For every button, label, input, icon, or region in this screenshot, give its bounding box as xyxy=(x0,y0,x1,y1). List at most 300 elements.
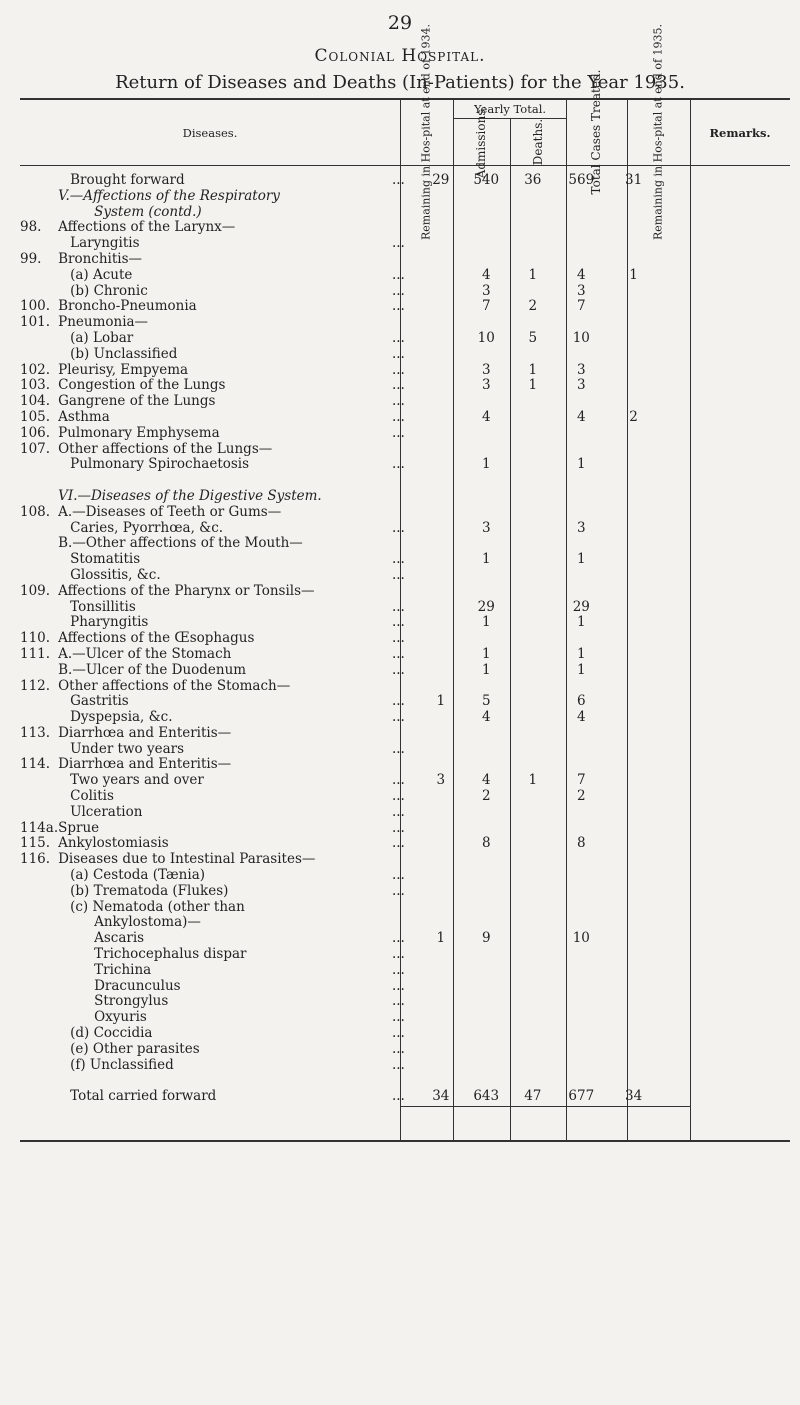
row-number: 109. xyxy=(20,582,51,599)
table-row xyxy=(20,410,660,426)
cell-deaths xyxy=(510,757,555,773)
cell-total-treated xyxy=(555,220,607,236)
leader-dots: ... xyxy=(391,172,405,188)
cell-total-treated xyxy=(555,868,607,884)
table-row xyxy=(20,931,660,947)
leader-dots: ... xyxy=(391,566,405,583)
cell-remaining-1935: 1 xyxy=(629,266,638,283)
cell-deaths xyxy=(510,284,555,300)
cell-deaths xyxy=(510,931,555,947)
row-number xyxy=(20,1010,58,1026)
row-number xyxy=(20,805,58,821)
bottom-rule xyxy=(20,1140,790,1142)
cell-deaths xyxy=(510,568,555,584)
cell-admissions: 1 xyxy=(481,661,491,678)
disease-label: VI.—Diseases of the Digestive System. xyxy=(58,487,322,504)
cell-admissions xyxy=(462,236,510,252)
disease-label: Affections of the Larynx— xyxy=(58,219,236,236)
table-row xyxy=(20,1026,660,1042)
leader-dots xyxy=(392,442,419,458)
header-remaining-1934: Remaining in Hos-pital at end of 1934. xyxy=(419,23,433,241)
cell-total-treated: 1 xyxy=(577,551,586,568)
cell-admissions: 8 xyxy=(481,835,491,852)
cell-remaining-1934 xyxy=(419,868,462,884)
cell-remaining-1935 xyxy=(607,726,660,742)
row-number: 99. xyxy=(20,250,42,267)
table-row xyxy=(20,631,660,647)
cell-remaining-1934 xyxy=(419,426,462,442)
cell-total-treated xyxy=(555,189,607,205)
cell-remaining-1934 xyxy=(419,615,462,631)
cell-total-treated: 3 xyxy=(577,282,586,299)
row-number xyxy=(20,600,58,616)
table-row xyxy=(20,647,660,663)
cell-deaths xyxy=(510,963,555,979)
row-number xyxy=(20,1042,58,1058)
cell-admissions xyxy=(462,315,510,331)
cell-remaining-1935 xyxy=(607,315,660,331)
disease-label: Sprue xyxy=(58,819,100,836)
cell-deaths xyxy=(510,852,555,868)
disease-label: Ulceration xyxy=(70,803,143,820)
cell-deaths: 1 xyxy=(528,266,538,283)
disease-label: Stomatitis xyxy=(70,551,141,568)
cell-remaining-1934 xyxy=(419,299,462,315)
cell-admissions xyxy=(462,963,510,979)
cell-deaths: 1 xyxy=(528,772,538,789)
cell-remaining-1934 xyxy=(419,189,462,205)
cell-total-treated xyxy=(555,568,607,584)
table-row xyxy=(20,173,660,189)
leader-dots: ... xyxy=(391,772,405,789)
cell-remaining-1935 xyxy=(607,900,660,916)
cell-total-treated: 1 xyxy=(577,456,586,473)
leader-dots xyxy=(392,473,419,489)
row-number: 101. xyxy=(20,314,51,331)
leader-dots: ... xyxy=(391,835,405,852)
leader-dots: ... xyxy=(391,946,405,963)
cell-remaining-1934 xyxy=(419,410,462,426)
disease-label: (b) Chronic xyxy=(70,282,148,299)
leader-dots: ... xyxy=(391,803,405,820)
row-number xyxy=(20,552,58,568)
cell-remaining-1934 xyxy=(419,805,462,821)
cell-admissions: 5 xyxy=(481,693,491,710)
cell-deaths xyxy=(510,821,555,837)
row-number: 114. xyxy=(20,756,51,773)
cell-admissions xyxy=(462,805,510,821)
cell-remaining-1934 xyxy=(419,489,462,505)
leader-dots: ... xyxy=(391,993,405,1010)
leader-dots: ... xyxy=(391,977,405,994)
cell-remaining-1935 xyxy=(607,647,660,663)
cell-remaining-1934 xyxy=(419,378,462,394)
disease-label: Dyspepsia, &c. xyxy=(70,709,173,726)
row-number: 104. xyxy=(20,393,51,410)
table-row xyxy=(20,536,660,552)
row-number xyxy=(20,489,58,505)
leader-dots xyxy=(392,1073,419,1089)
cell-deaths: 36 xyxy=(524,172,542,188)
row-number xyxy=(20,521,58,537)
disease-label: Congestion of the Lungs xyxy=(58,377,226,394)
disease-label: Colitis xyxy=(70,788,114,805)
row-number xyxy=(20,347,58,363)
disease-label: Trichocephalus dispar xyxy=(94,946,247,963)
cell-remaining-1935 xyxy=(607,757,660,773)
disease-label: (a) Lobar xyxy=(70,329,134,346)
leader-dots: ... xyxy=(391,788,405,805)
row-number xyxy=(20,963,58,979)
cell-deaths xyxy=(510,615,555,631)
table-row xyxy=(20,694,660,710)
cell-admissions xyxy=(462,1042,510,1058)
row-number xyxy=(20,568,58,584)
cell-remaining-1935 xyxy=(607,789,660,805)
page-number: 29 xyxy=(387,12,413,34)
cell-remaining-1934 xyxy=(419,757,462,773)
row-number: 107. xyxy=(20,440,51,457)
disease-label: (b) Trematoda (Flukes) xyxy=(70,882,229,899)
disease-label: Pulmonary Spirochaetosis xyxy=(70,456,250,473)
cell-remaining-1934 xyxy=(419,1058,462,1074)
cell-total-treated: 3 xyxy=(577,361,586,378)
leader-dots: ... xyxy=(391,456,405,473)
disease-label: (c) Nematoda (other than xyxy=(70,898,245,915)
disease-label: Trichina xyxy=(94,961,152,978)
cell-total-treated: 1 xyxy=(577,614,586,631)
cell-remaining-1934 xyxy=(419,363,462,379)
row-number xyxy=(20,884,58,900)
row-number xyxy=(20,1058,58,1074)
cell-total-treated xyxy=(555,915,607,931)
table-row xyxy=(20,205,660,221)
cell-remaining-1934 xyxy=(419,631,462,647)
table-row xyxy=(20,1058,660,1074)
cell-remaining-1934 xyxy=(419,979,462,995)
table-row xyxy=(20,489,660,505)
leader-dots: ... xyxy=(391,361,405,378)
disease-label: Caries, Pyorrhœa, &c. xyxy=(70,519,224,536)
row-number xyxy=(20,994,58,1010)
table-row xyxy=(20,757,660,773)
cell-total-treated: 3 xyxy=(577,377,586,394)
cell-total-treated xyxy=(555,1042,607,1058)
row-number xyxy=(20,710,58,726)
cell-remaining-1935 xyxy=(607,679,660,695)
cell-total-treated xyxy=(555,757,607,773)
leader-dots: ... xyxy=(391,709,405,726)
leader-dots xyxy=(392,726,419,742)
cell-admissions: 9 xyxy=(481,930,491,947)
cell-admissions xyxy=(462,220,510,236)
table-row xyxy=(20,1042,660,1058)
row-number: 106. xyxy=(20,424,51,441)
disease-label: Laryngitis xyxy=(70,235,140,252)
table-row xyxy=(20,457,660,473)
leader-dots xyxy=(392,189,419,205)
cell-total-treated: 1 xyxy=(577,645,586,662)
cell-total-treated xyxy=(555,742,607,758)
cell-deaths xyxy=(510,710,555,726)
cell-total-treated xyxy=(555,963,607,979)
table-row xyxy=(20,505,660,521)
cell-remaining-1934 xyxy=(419,742,462,758)
table-row xyxy=(20,773,660,789)
table-row xyxy=(20,600,660,616)
cell-remaining-1935 xyxy=(607,821,660,837)
leader-dots: ... xyxy=(391,298,405,315)
table-row xyxy=(20,299,660,315)
cell-deaths xyxy=(510,505,555,521)
leader-dots: ... xyxy=(391,266,405,283)
leader-dots xyxy=(392,679,419,695)
disease-label: Tonsillitis xyxy=(70,598,136,615)
cell-admissions xyxy=(462,536,510,552)
cell-remaining-1935 xyxy=(607,220,660,236)
leader-dots: ... xyxy=(391,393,405,410)
cell-remaining-1934 xyxy=(419,268,462,284)
cell-admissions: 1 xyxy=(481,456,491,473)
cell-admissions: 1 xyxy=(481,614,491,631)
disease-label: Broncho-Pneumonia xyxy=(58,298,197,315)
cell-admissions xyxy=(462,852,510,868)
table-row xyxy=(20,852,660,868)
table-row xyxy=(20,710,660,726)
disease-label: (a) Acute xyxy=(70,266,133,283)
disease-label: Diseases due to Intestinal Parasites— xyxy=(58,851,316,868)
cell-total-treated xyxy=(555,315,607,331)
cell-deaths xyxy=(510,994,555,1010)
row-number xyxy=(20,868,58,884)
cell-admissions xyxy=(462,979,510,995)
table-row xyxy=(20,442,660,458)
cell-remaining-1934 xyxy=(419,331,462,347)
leader-dots xyxy=(392,220,419,236)
cell-remaining-1934 xyxy=(419,568,462,584)
disease-label: Ankylostomiasis xyxy=(58,835,169,852)
cell-remaining-1935 xyxy=(607,979,660,995)
disease-label: Diarrhœa and Enteritis— xyxy=(58,756,232,773)
row-number xyxy=(20,947,58,963)
disease-label: Pleurisy, Empyema xyxy=(58,361,189,378)
cell-remaining-1935 xyxy=(607,1026,660,1042)
cell-admissions xyxy=(462,489,510,505)
disease-label: (a) Cestoda (Tænia) xyxy=(70,867,206,884)
cell-remaining-1935 xyxy=(607,963,660,979)
cell-admissions xyxy=(462,189,510,205)
leader-dots: ... xyxy=(391,819,405,836)
header-total-treated: Total Cases Treated. xyxy=(589,69,603,195)
cell-deaths xyxy=(510,236,555,252)
row-number xyxy=(20,284,58,300)
cell-deaths xyxy=(510,868,555,884)
row-number xyxy=(20,694,58,710)
cell-remaining-1934 xyxy=(419,584,462,600)
cell-remaining-1935: 31 xyxy=(625,172,643,188)
cell-remaining-1934 xyxy=(419,505,462,521)
cell-remaining-1934 xyxy=(419,1026,462,1042)
cell-remaining-1935 xyxy=(607,552,660,568)
disease-label: B.—Other affections of the Mouth— xyxy=(58,535,303,552)
row-number: 108. xyxy=(20,503,51,520)
disease-label: Under two years xyxy=(70,740,185,757)
table-row xyxy=(20,742,660,758)
cell-admissions xyxy=(462,868,510,884)
table-row xyxy=(20,1073,660,1089)
table-row xyxy=(20,994,660,1010)
cell-remaining-1935 xyxy=(607,994,660,1010)
cell-remaining-1934 xyxy=(419,663,462,679)
header-remarks: Remarks. xyxy=(709,126,771,140)
table-row xyxy=(20,836,660,852)
table-row xyxy=(20,315,660,331)
cell-deaths xyxy=(510,1058,555,1074)
leader-dots xyxy=(392,536,419,552)
cell-total-treated: 2 xyxy=(577,788,586,805)
leader-dots: ... xyxy=(391,614,405,631)
leader-dots: ... xyxy=(391,661,405,678)
cell-remaining-1935 xyxy=(607,331,660,347)
disease-label xyxy=(58,473,392,489)
total-rule xyxy=(400,1106,690,1107)
cell-total-treated: 3 xyxy=(577,519,586,536)
disease-label: Gangrene of the Lungs xyxy=(58,393,216,410)
cell-deaths xyxy=(510,694,555,710)
cell-total-treated xyxy=(555,852,607,868)
leader-dots: ... xyxy=(391,1088,405,1105)
cell-remaining-1935: 2 xyxy=(629,408,638,425)
cell-total-treated xyxy=(555,1073,607,1089)
cell-remaining-1935 xyxy=(607,615,660,631)
leader-dots: ... xyxy=(391,1025,405,1042)
row-number xyxy=(20,663,58,679)
cell-total-treated xyxy=(555,979,607,995)
cell-admissions: 643 xyxy=(473,1088,500,1105)
row-number xyxy=(20,979,58,995)
table-row xyxy=(20,663,660,679)
cell-remaining-1934: 29 xyxy=(432,172,450,188)
cell-remaining-1935 xyxy=(607,442,660,458)
cell-remaining-1935 xyxy=(607,284,660,300)
cell-admissions: 1 xyxy=(481,551,491,568)
cell-remaining-1934 xyxy=(419,963,462,979)
table-row xyxy=(20,726,660,742)
leader-dots: ... xyxy=(391,645,405,662)
row-number: 111. xyxy=(20,645,51,662)
cell-deaths xyxy=(510,726,555,742)
cell-remaining-1935 xyxy=(607,252,660,268)
cell-total-treated: 10 xyxy=(572,329,590,346)
cell-admissions xyxy=(462,1073,510,1089)
cell-total-treated xyxy=(555,1010,607,1026)
cell-remaining-1934 xyxy=(419,710,462,726)
row-number: 98. xyxy=(20,219,42,236)
disease-label: A.—Ulcer of the Stomach xyxy=(58,645,232,662)
cell-admissions xyxy=(462,757,510,773)
cell-deaths xyxy=(510,1073,555,1089)
row-number xyxy=(20,236,58,252)
cell-total-treated xyxy=(555,884,607,900)
cell-remaining-1934 xyxy=(419,852,462,868)
table-row xyxy=(20,252,660,268)
table-row xyxy=(20,347,660,363)
disease-label: Affections of the Œsophagus xyxy=(58,630,255,647)
disease-label: B.—Ulcer of the Duodenum xyxy=(58,661,247,678)
row-number: 114a. xyxy=(20,819,59,836)
cell-remaining-1934 xyxy=(419,457,462,473)
row-number xyxy=(20,931,58,947)
disease-label: (d) Coccidia xyxy=(70,1025,153,1042)
leader-dots: ... xyxy=(391,1056,405,1073)
row-number xyxy=(20,773,58,789)
leader-dots: ... xyxy=(391,740,405,757)
disease-label: Strongylus xyxy=(94,993,169,1010)
table-row xyxy=(20,1089,660,1105)
leader-dots xyxy=(392,900,419,916)
leader-dots: ... xyxy=(391,408,405,425)
cell-remaining-1934 xyxy=(419,347,462,363)
row-number: 112. xyxy=(20,677,51,694)
row-number xyxy=(20,742,58,758)
cell-total-treated: 6 xyxy=(577,693,586,710)
cell-total-treated xyxy=(555,426,607,442)
cell-deaths xyxy=(510,979,555,995)
cell-admissions xyxy=(462,726,510,742)
cell-deaths xyxy=(510,647,555,663)
cell-remaining-1935 xyxy=(607,363,660,379)
row-number xyxy=(20,789,58,805)
cell-admissions xyxy=(462,426,510,442)
table-row xyxy=(20,900,660,916)
cell-admissions xyxy=(462,505,510,521)
row-number xyxy=(20,173,58,189)
cell-total-treated: 677 xyxy=(568,1088,595,1105)
cell-remaining-1934: 1 xyxy=(436,693,446,710)
row-number xyxy=(20,457,58,473)
table-row xyxy=(20,884,660,900)
cell-remaining-1935: 34 xyxy=(625,1088,643,1105)
cell-remaining-1935 xyxy=(607,189,660,205)
cell-deaths xyxy=(510,900,555,916)
cell-remaining-1935 xyxy=(607,663,660,679)
cell-deaths: 2 xyxy=(528,298,538,315)
table-row xyxy=(20,521,660,537)
disease-label: Diarrhœa and Enteritis— xyxy=(58,724,232,741)
cell-remaining-1935 xyxy=(607,489,660,505)
cell-remaining-1935 xyxy=(607,631,660,647)
header-remaining-1935: Remaining in Hos-pital at end of 1935. xyxy=(651,23,665,241)
disease-label: Affections of the Pharynx or Tonsils— xyxy=(58,582,315,599)
cell-deaths: 47 xyxy=(524,1088,542,1105)
cell-admissions xyxy=(462,252,510,268)
table-row xyxy=(20,615,660,631)
cell-admissions xyxy=(462,584,510,600)
row-number: 100. xyxy=(20,298,51,315)
cell-remaining-1934 xyxy=(419,836,462,852)
cell-admissions xyxy=(462,915,510,931)
cell-remaining-1934 xyxy=(419,915,462,931)
cell-deaths xyxy=(510,489,555,505)
cell-admissions xyxy=(462,205,510,221)
disease-label: Asthma xyxy=(58,408,110,425)
cell-total-treated xyxy=(555,631,607,647)
cell-total-treated xyxy=(555,726,607,742)
cell-deaths xyxy=(510,631,555,647)
cell-remaining-1935 xyxy=(607,584,660,600)
cell-admissions: 4 xyxy=(481,266,491,283)
cell-deaths xyxy=(510,1026,555,1042)
